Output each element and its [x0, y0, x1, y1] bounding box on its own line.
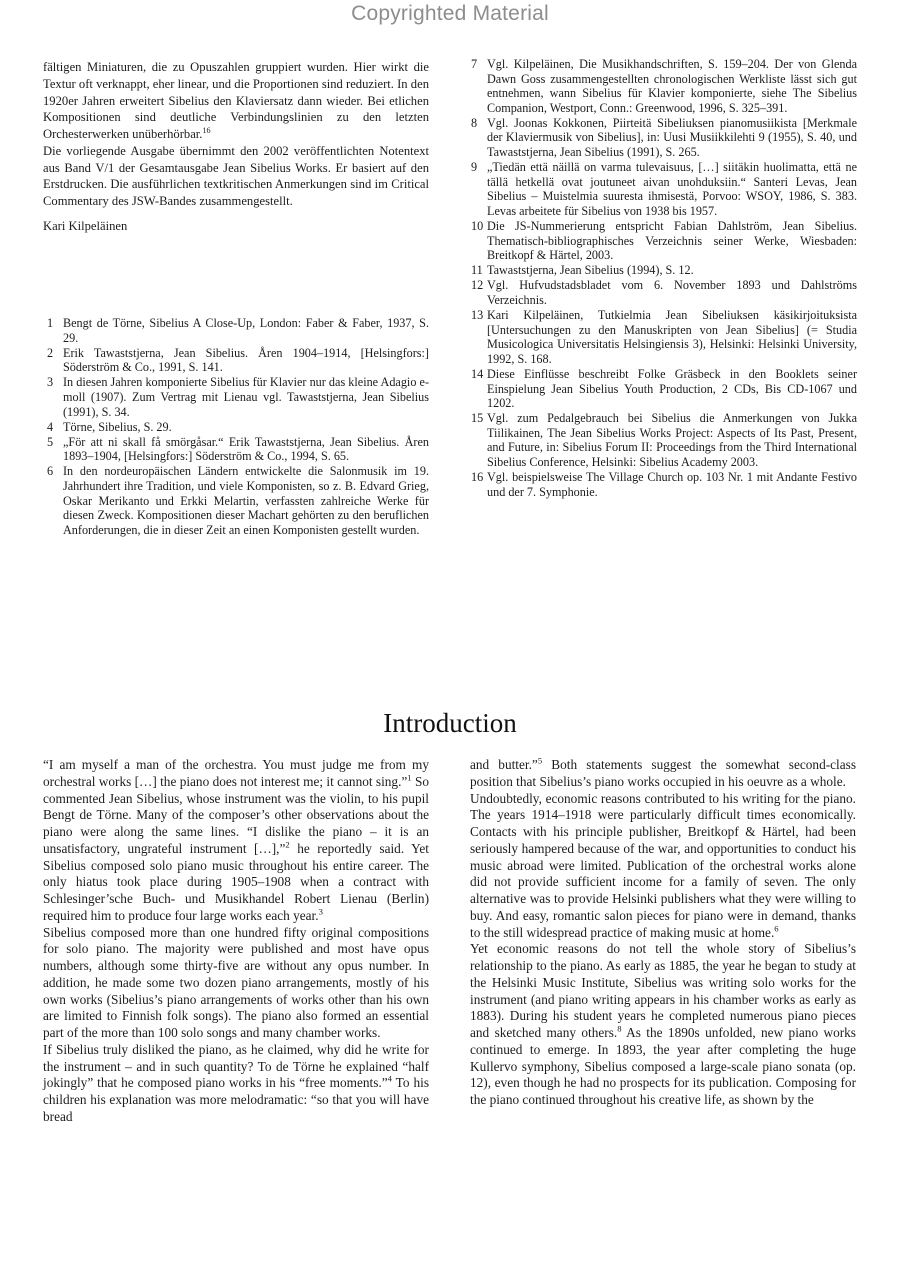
footnote-ref: 16 [202, 125, 211, 135]
footnote-number: 12 [471, 278, 484, 293]
footnote-item [471, 308, 857, 366]
footnote-number: 9 [471, 160, 478, 175]
intro-text: Both statements suggest the somewhat second-class position that Sibelius’s piano works occupied in his oeuvre as a whole. [470, 757, 856, 789]
footnote-text: Erik Tawaststjerna, Jean Sibelius. Åren 1904–1914, [Helsingfors:] Söderström & Co., 1991, S. 141. [63, 345, 429, 375]
intro-paragraph [43, 925, 429, 1042]
footnote-text: In diesen Jahren komponierte Sibelius für Klavier nur das kleine Adagio e-moll (1907). Zum Vertrag mit Lienau vgl. Tawaststjerna, Jean Sibelius (1991), S. 34. [63, 375, 429, 419]
german-text-column [43, 59, 429, 235]
german-footnotes-right [471, 57, 857, 500]
intro-text: If Sibelius truly disliked the piano, as he claimed, why did he write for the instrument – and in such quantity? To de Törne he explained “half jokingly” that he composed piano works in his “free moments.” [43, 1041, 429, 1091]
footnote-text: Tawaststjerna, Jean Sibelius (1994), S. 12. [487, 263, 694, 278]
footnote-text: In den nordeuropäischen Ländern entwickelte die Salonmusik im 19. Jahrhundert ihre Tradition, und viele Komponisten, so z. B. Edvard Grieg, Oskar Merikanto und Erkki Melartin, verfassten zahlreiche Werke für diesen Zweck. Kompositionen dieser Machart gehörten zu den beruflichen Anforderungen, die in dieser Zeit an einen Komponisten gestellt wurden. [63, 464, 429, 537]
footnote-item [47, 420, 429, 435]
footnote-item [47, 435, 429, 464]
footnote-item [471, 116, 857, 160]
footnote-text: „För att ni skall få smörgåsar.“ Erik Tawaststjerna, Jean Sibelius. Åren 1893–1904, [Helsingfors:] Söderström & Co., 1994, S. 65. [63, 434, 429, 464]
intro-text: To his children his explanation was more melodramatic: “so that you will have bread [43, 1075, 429, 1124]
introduction-left-column [43, 757, 429, 1126]
footnote-item [471, 263, 857, 278]
footnote-text: „Tiedän että näillä on varma tulevaisuus, […] siitäkin huolimatta, että ne tällä hetkellä ovat joutuneet aivan unohduksiin.“ Santeri Levas, Jean Sibelius – Muistelmia suuresta ihmisestä, Porvoo: WSOY, 1986, S. 383. Levas arbeitete für Sibelius von 1938 bis 1957. [487, 160, 857, 218]
german-footnotes-left [47, 316, 429, 538]
footnote-number: 16 [471, 470, 484, 485]
footnote-text: Diese Einflüsse beschreibt Folke Gräsbeck in den Booklets seiner Einspielung Jean Sibelius Youth Production, 2 CDs, Bis CD-1067 und 1202. [487, 366, 857, 411]
footnote-item [47, 346, 429, 375]
footnote-ref: 4 [387, 1073, 392, 1084]
intro-paragraph [43, 1042, 429, 1126]
footnote-item [471, 160, 857, 218]
footnote-number: 6 [47, 464, 54, 479]
intro-text: Yet economic reasons do not tell the whole story of Sibelius’s relationship to the piano. As early as 1885, the year he began to study at the Helsinki Music Institute, Sibelius was writing solo works for the instrument (and piano writing appears in his chamber works as early as 1883). During his student years he completed numerous piano pieces and sketched many others. [470, 941, 856, 1040]
footnote-ref: 8 [617, 1023, 622, 1034]
footnote-text: Vgl. zum Pedalgebrauch bei Sibelius die Anmerkungen von Jukka Tiilikainen, The Jean Sibelius Works Project: Aspects of Its Past, Present, and Future, in: Sibelius Forum II: Proceedings from the Third International Sibelius Conference, Helsinki: Sibelius Academy 2003. [487, 411, 857, 470]
intro-text: Undoubtedly, economic reasons contributed to his writing for the piano. The years 1914–1918 were particularly difficult times economically. Contacts with his principle publisher, Breitkopf & Härtel, had been seriously hampered because of the war, and opportunities to conduct his music abroad were limited. Publication of the orchestral works alone did not provide sufficient income for a family of seven. The only alternative was to provide Helsinki publishers what they were willing to buy. And easy, romantic salon pieces for piano were in demand, thanks to the still widespread practice of making music at home. [470, 790, 856, 940]
intro-paragraph [470, 941, 856, 1109]
footnote-item [47, 464, 429, 537]
footnote-number: 3 [47, 375, 54, 390]
intro-paragraph [470, 757, 856, 791]
footnote-text: Vgl. Kilpeläinen, Die Musikhandschriften, S. 159–204. Der von Glenda Dawn Goss zusammengestellten chronologischen Werkliste lässt sich gut entnehmen, wann Sibelius für Klavier komponierte, siehe The Sibelius Companion, Westport, Conn.: Greenwood, 1996, S. 325–391. [487, 57, 857, 115]
footnote-number: 1 [47, 316, 54, 330]
author-signature: Kari Kilpeläinen [43, 218, 128, 233]
footnote-item [47, 375, 429, 419]
footnote-number: 11 [471, 263, 483, 278]
intro-text: As the 1890s unfolded, new piano works continued to emerge. In 1893, the year after completing the huge Kullervo symphony, Sibelius composed a large-scale piano sonata (op. 12), even though he had no prospects for its publication. Composing for the piano continued throughout his creative life, as shown by the [470, 1025, 856, 1107]
footnote-number: 7 [471, 57, 478, 71]
footnote-item [471, 57, 857, 115]
footnote-ref: 6 [774, 923, 779, 934]
intro-paragraph [470, 791, 856, 942]
intro-text: So commented Jean Sibelius, whose instrument was the violin, to his pupil Bengt de Törne. Many of the composer’s other observations about the piano were along the same lines. “I dislike the piano – it is an unsatisfactory, ungrateful instrument […],” [43, 773, 429, 856]
footnote-item [47, 316, 429, 345]
intro-text: and butter.” [470, 757, 538, 772]
introduction-right-column [470, 757, 856, 1109]
intro-text: Sibelius composed more than one hundred fifty original compositions for solo piano. The majority were published and most have opus numbers, although some thirty-five are without any opus number. In addition, he made some two dozen piano arrangements, mostly of his own works (Sibelius’s piano arrangements of works other than his own are limited to Finnish folk songs). The piano also formed an essential part of the more than 100 solo songs and many chamber works. [43, 924, 429, 1040]
footnote-text: Kari Kilpeläinen, Tutkielmia Jean Sibeliuksen käsikirjoituksista [Untersuchungen zu den Manuskripten von Jean Sibelius] (= Studia Musicologica Universitatis Helsingiensis 3), Helsinki: Helsinki University, 1992, S. 168. [487, 308, 857, 366]
footnote-number: 13 [471, 308, 484, 323]
introduction-heading: Introduction [383, 708, 517, 738]
intro-text: he reportedly said. Yet Sibelius composed solo piano music throughout his entire career. The only hiatus took place during 1905–1908 when a contract with Schlesinger’sche Buch- und Musikhandel Robert Lienau (Berlin) required him to produce four large works each year. [43, 840, 430, 923]
footnote-text: Die JS-Nummerierung entspricht Fabian Dahlström, Jean Sibelius. Thematisch-bibliographisches Verzeichnis seiner Werke, Wiesbaden: Breitkopf & Härtel, 2003. [487, 219, 857, 263]
intro-paragraph [43, 757, 429, 925]
footnote-number: 5 [47, 434, 54, 449]
footnote-ref: 1 [407, 772, 412, 783]
footnote-text: Vgl. Joonas Kokkonen, Piirteitä Sibeliuksen pianomusiikista [Merkmale der Klaviermusik von Sibelius], in: Uusi Musiikkilehti 9 (1955), S. 40, und Tawaststjerna, Jean Sibelius (1991), S. 265. [487, 115, 857, 160]
footnote-text: Vgl. Hufvudstadsbladet vom 6. November 1893 und Dahlströms Verzeichnis. [487, 278, 857, 307]
copyright-watermark: Copyrighted Material [351, 2, 549, 25]
footnote-number: 2 [47, 345, 54, 360]
footnote-text: Vgl. beispielsweise The Village Church op. 103 Nr. 1 mit Andante Festivo und der 7. Symphonie. [487, 470, 857, 499]
footnote-item [471, 278, 857, 307]
footnote-number: 15 [471, 411, 484, 426]
intro-text: “I am myself a man of the orchestra. You must judge me from my orchestral works […] the piano does not interest me; it cannot sing.” [43, 757, 429, 789]
footnote-item [471, 367, 857, 411]
german-paragraph-miniatures: fältigen Miniaturen, die zu Opuszahlen gruppiert wurden. Hier wirkt die Textur oft verknappt, eher linear, und die Proportionen sind reduziert. In den 1920er Jahren erweitert Sibelius den Klaviersatz dann wieder. Bei etlichen Kompositionen sind deutliche Verbindungslinien zu den letzten Orchesterwerken unüberhörbar.$^{16}$ [43, 60, 429, 141]
footnote-ref: 5 [537, 755, 543, 766]
footnote-ref: 2 [285, 839, 290, 850]
footnote-item [471, 219, 857, 263]
footnote-number: 8 [471, 115, 478, 130]
footnote-text: Törne, Sibelius, S. 29. [63, 419, 172, 434]
footnote-text: Bengt de Törne, Sibelius A Close-Up, London: Faber & Faber, 1937, S. 29. [63, 316, 429, 345]
footnote-item [471, 411, 857, 469]
footnote-number: 4 [47, 419, 54, 434]
footnote-number: 14 [471, 366, 484, 381]
german-paragraph-edition: Die vorliegende Ausgabe übernimmt den 2002 veröffentlichten Notentext aus Band V/1 der Gesamtausgabe Jean Sibelius Works. Er basiert auf den Erstdrucken. Die ausführlichen textkritischen Anmerkungen sind im Critical Commentary des JSW-Bandes zusammengestellt. [43, 143, 429, 208]
footnote-number: 10 [471, 219, 484, 234]
footnote-ref: 3 [318, 906, 323, 917]
footnote-item [471, 470, 857, 499]
